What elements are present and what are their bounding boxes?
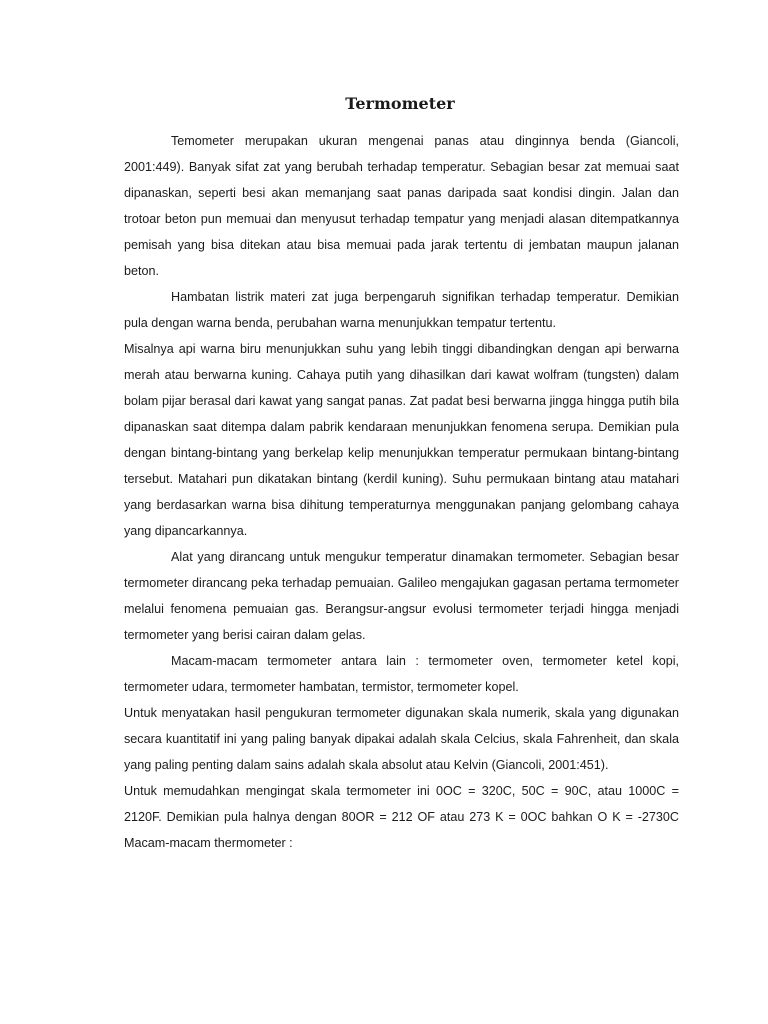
- paragraph-instrument: Alat yang dirancang untuk mengukur temperatur dinamakan termometer. Sebagian besar termometer dirancang peka terhadap pemuaian. Galileo mengajukan gagasan pertama termometer melalui fenomena pemuaian gas. Berangsur-angsur evolusi termometer terjadi hingga menjadi termometer yang berisi cairan dalam gelas.: [124, 550, 679, 642]
- paragraph-definition: Temometer merupakan ukuran mengenai panas atau dinginnya benda (Giancoli, 2001:449). Banyak sifat zat yang berubah terhadap temperatur. Sebagian besar zat memuai saat dipanaskan, seperti besi akan memanjang saat panas daripada saat kondisi dingin. Jalan dan trotoar beton pun memuai dan menyusut terhadap tempatur yang menjadi alasan ditempatkannya pemisah yang bisa ditekan atau bisa memuai pada jarak tertentu di jembatan maupun jalanan beton.: [124, 134, 679, 278]
- paragraph-thermometer-heading: Macam-macam thermometer :: [124, 836, 293, 850]
- paragraph-types: Macam-macam termometer antara lain : termometer oven, termometer ketel kopi, termometer udara, termometer hambatan, termistor, termometer kopel.: [124, 654, 679, 694]
- paragraph-color-examples: Misalnya api warna biru menunjukkan suhu yang lebih tinggi dibandingkan dengan api berwarna merah atau berwarna kuning. Cahaya putih yang dihasilkan dari kawat wolfram (tungsten) dalam bolam pijar berasal dari kawat yang sangat panas. Zat padat besi berwarna jingga hingga putih bila dipanaskan saat ditempa dalam pabrik kendaraan menunjukkan fenomena serupa. Demikian pula dengan bintang-bintang yang berkelap kelip menunjukkan temperatur permukaan bintang-bintang tersebut. Matahari pun dikatakan bintang (kerdil kuning). Suhu permukaan bintang atau matahari yang berdasarkan warna bisa dihitung temperaturnya menggunakan panjang gelombang cahaya yang dipancarkannya.: [124, 342, 679, 538]
- paragraph-conversions: Untuk memudahkan mengingat skala termometer ini 0OC = 320C, 50C = 90C, atau 1000C = 2120F. Demikian pula halnya dengan 80OR = 212 OF atau 273 K = 0OC bahkan O K = -2730C: [124, 784, 679, 824]
- paragraph-resistance-color: Hambatan listrik materi zat juga berpengaruh signifikan terhadap temperatur. Demikian pula dengan warna benda, perubahan warna menunjukkan tempatur tertentu.: [124, 290, 679, 330]
- document-body: [124, 128, 679, 856]
- paragraph-scales: Untuk menyatakan hasil pengukuran termometer digunakan skala numerik, skala yang digunakan secara kuantitatif ini yang paling banyak dipakai adalah skala Celcius, skala Fahrenheit, dan skala yang paling penting dalam sains adalah skala absolut atau Kelvin (Giancoli, 2001:451).: [124, 706, 679, 772]
- document-title: Termometer: [345, 94, 455, 113]
